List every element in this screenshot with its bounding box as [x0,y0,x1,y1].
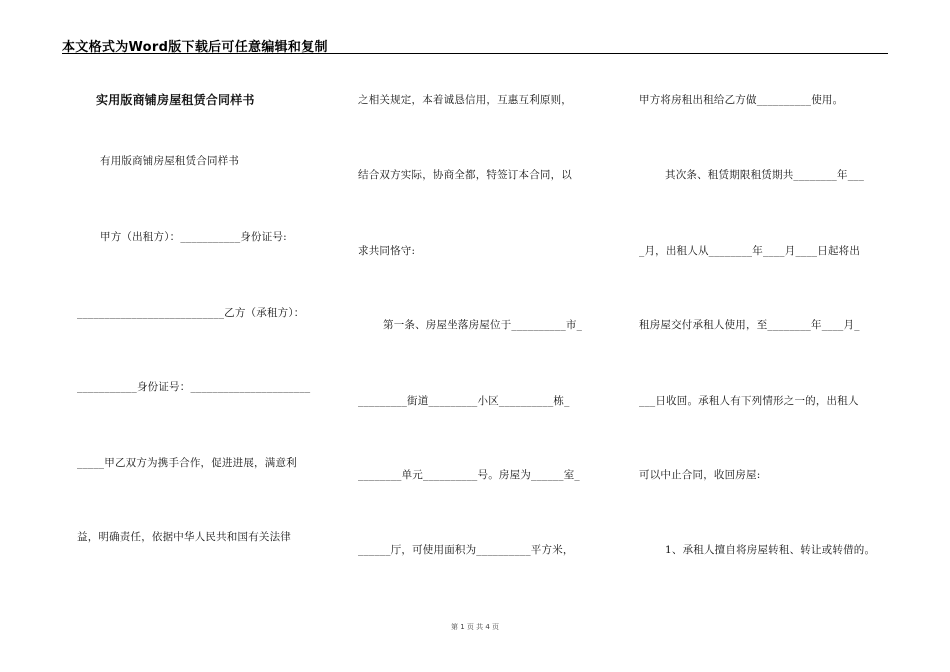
text-line: 益，明确责任，依据中华人民共和国有关法律 [77,531,291,543]
text-line: _________街道_________小区__________栋_ [358,395,570,407]
subtitle-line: 有用版商铺房屋租赁合同样书 [100,155,240,167]
text-line: 之相关规定，本着诚恳信用，互惠互利原则， [358,94,572,106]
text-line: _月，出租人从________年____月____日起将出 [639,245,861,257]
document-title: 实用版商铺房屋租赁合同样书 [96,93,255,107]
text-line: ______厅，可使用面积为__________平方米， [358,544,574,556]
page-footer: 第 1 页 共 4 页 [450,623,500,631]
text-line: 结合双方实际，协商全都，特签订本合同，以 [358,169,572,181]
text-line: 可以中止合同，收回房屋: [639,469,761,481]
text-line: ___________________________乙方（承租方）： [77,307,305,319]
text-line: 1、承租人擅自将房屋转租、转让或转借的。 [665,544,876,556]
text-line: 租房屋交付承租人使用，至________年____月_ [639,319,860,331]
text-line: 求共同恪守: [358,245,416,257]
text-line: 其次条、租赁期限租赁期共________年___ [665,169,865,181]
page-header: 本文格式为Word版下载后可任意编辑和复制 [62,40,328,55]
text-line: ___________身份证号：______________________ [77,381,311,393]
header-rule [62,53,888,54]
text-line: ________单元__________号。房屋为______室_ [358,469,580,481]
text-line: 甲方将房租出租给乙方做__________使用。 [639,94,844,106]
text-line: 第一条、房屋坐落房屋位于__________市_ [383,319,583,331]
text-line: ___日收回。承租人有下列情形之一的，出租人 [639,395,859,407]
text-line: 甲方（出租方）：___________身份证号: [100,231,287,243]
text-line: _____甲乙双方为携手合作，促进进展，满意利 [77,457,297,469]
